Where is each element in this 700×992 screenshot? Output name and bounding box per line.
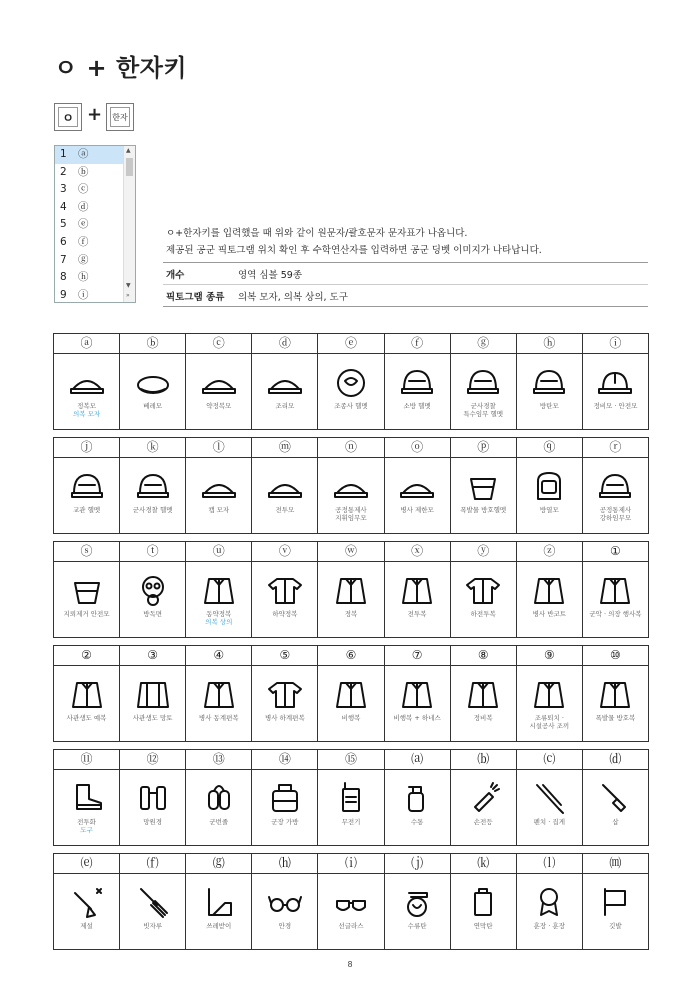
cap-icon	[397, 467, 437, 503]
pictogram-caption: 무전기	[341, 818, 361, 826]
pictogram-caption: 병사 동계편복	[198, 714, 239, 722]
pictogram-key-cell: ⓖ	[450, 334, 516, 354]
shovel-icon	[595, 779, 635, 815]
info-table	[163, 262, 648, 307]
pictogram-caption: 훈장 · 훈장	[533, 922, 565, 930]
pictogram-cell	[252, 562, 318, 638]
pictogram-key-cell: ⒡	[120, 854, 186, 874]
pictogram-key-cell: ⓙ	[54, 438, 120, 458]
pictogram-cell	[516, 562, 582, 638]
pictogram-caption: 군사경찰 헬멧	[132, 506, 173, 514]
pictogram-caption: 사관생도 망토	[132, 714, 173, 722]
pictogram-key-cell: ⑩	[582, 646, 648, 666]
pictogram-key-cell: ⑥	[318, 646, 384, 666]
pictogram-key-cell: ⓤ	[186, 542, 252, 562]
jacket-icon	[463, 675, 503, 711]
pictogram-key-cell: ⒧	[516, 854, 582, 874]
pictogram-cell	[582, 458, 648, 534]
pictogram-cell	[54, 354, 120, 430]
helmet-icon	[529, 363, 569, 399]
pictogram-caption: 약정복모	[206, 402, 232, 410]
pictogram-caption: 병사 하계편복	[265, 714, 305, 722]
listbox-item-char: ⓖ	[78, 253, 89, 266]
pictogram-caption: 수류탄	[407, 922, 427, 930]
jacket-icon	[595, 675, 635, 711]
pictogram-cell	[120, 354, 186, 430]
jacket-icon	[397, 675, 437, 711]
scroll-up-icon[interactable]: ▲	[126, 147, 131, 154]
pictogram-key-cell: ⑬	[186, 750, 252, 770]
pictogram-key-cell: ⑪	[54, 750, 120, 770]
pictogram-cell	[54, 666, 120, 742]
pictogram-cell	[120, 874, 186, 950]
pictogram-caption: 베레모	[143, 402, 163, 410]
pictogram-key-cell: ⒤	[318, 854, 384, 874]
pictogram-cell	[186, 770, 252, 846]
helmet-icon	[463, 363, 503, 399]
listbox-item-char: ⓕ	[78, 235, 89, 248]
listbox-item[interactable]	[55, 199, 128, 217]
cap-icon	[331, 467, 371, 503]
listbox-item[interactable]	[55, 181, 128, 199]
pictogram-caption: 시설공사 조끼	[529, 722, 570, 730]
pictogram-caption: 방열모	[539, 506, 559, 514]
pictogram-cell	[318, 354, 384, 430]
pictogram-key-cell: ⑧	[450, 646, 516, 666]
pictogram-caption: 하전투복	[470, 610, 496, 618]
helmet-icon	[595, 467, 635, 503]
pictogram-caption: 펜치 · 집게	[533, 818, 565, 826]
pictogram-key-cell: ⓒ	[186, 334, 252, 354]
listbox-item-number: 4	[60, 200, 67, 213]
bucket-icon	[463, 467, 503, 503]
listbox-item[interactable]	[55, 234, 128, 252]
spray-icon	[397, 779, 437, 815]
pictogram-caption: 공정통제사	[599, 506, 632, 514]
pictogram-cell	[120, 562, 186, 638]
pliers-icon	[529, 779, 569, 815]
pictogram-key-cell: ⒝	[450, 750, 516, 770]
pictogram-table	[53, 853, 649, 950]
symbol-listbox[interactable]	[54, 145, 136, 303]
pictogram-caption: 캡 모자	[208, 506, 230, 514]
canteen-icon	[199, 779, 239, 815]
listbox-item-number: 1	[60, 148, 67, 160]
pictogram-cell	[516, 458, 582, 534]
pictogram-cell	[54, 562, 120, 638]
pictogram-cell	[252, 666, 318, 742]
pictogram-cell	[186, 458, 252, 534]
page-title: ㅇ + 한자키	[54, 54, 188, 82]
listbox-item-char: ⓒ	[78, 183, 89, 196]
pictogram-caption: 폭발물 방호헬멧	[460, 506, 507, 514]
pictogram-caption: 안경	[278, 922, 292, 930]
pictogram-key-cell: ⓠ	[516, 438, 582, 458]
pictogram-key-cell: ②	[54, 646, 120, 666]
scrollbar[interactable]	[123, 146, 135, 302]
pictogram-caption: 비행복	[341, 714, 361, 722]
pictogram-caption: 강하임무모	[599, 514, 632, 522]
pictogram-caption: 빗자루	[143, 922, 163, 930]
pictogram-key-cell: ⓢ	[54, 542, 120, 562]
pictogram-cell	[384, 874, 450, 950]
pictogram-cell	[582, 666, 648, 742]
pictogram-caption: 특수임무 헬멧	[463, 410, 504, 418]
page-number: 8	[347, 960, 353, 969]
pictogram-cell	[318, 770, 384, 846]
pictogram-caption: 전투모	[275, 506, 295, 514]
pictogram-caption: 병사 반코트	[532, 610, 567, 618]
pictogram-caption: 하약정복	[272, 610, 298, 618]
pictogram-key-cell: ⒟	[582, 750, 648, 770]
pictogram-caption: 수통	[410, 818, 424, 826]
pictogram-cell	[582, 770, 648, 846]
pictogram-cell	[252, 874, 318, 950]
pictogram-key-cell: ⒠	[54, 854, 120, 874]
pictogram-key-cell: ①	[582, 542, 648, 562]
jacket-icon	[529, 675, 569, 711]
pictogram-table	[53, 749, 649, 846]
listbox-item-char: ⓓ	[78, 200, 89, 213]
pictogram-key-cell: ⒥	[384, 854, 450, 874]
pictogram-cell	[120, 666, 186, 742]
backpack-icon	[265, 779, 305, 815]
pictogram-caption: 동약정복	[206, 610, 232, 618]
more-icon[interactable]: »	[126, 292, 130, 299]
key-cap-hanja	[106, 103, 134, 131]
bucket-icon	[67, 571, 107, 607]
category-label: 의복 상의	[205, 618, 233, 626]
info-label: 개수	[166, 269, 185, 281]
pictogram-key-cell: ⒦	[450, 854, 516, 874]
pictogram-key-cell: ⓧ	[384, 542, 450, 562]
pictogram-key-cell: ⑮	[318, 750, 384, 770]
jacket-icon	[199, 675, 239, 711]
pictogram-cell	[252, 354, 318, 430]
pictogram-caption: 군사경찰	[470, 402, 496, 410]
listbox-item[interactable]	[55, 269, 128, 287]
cap-icon	[67, 363, 107, 399]
pictogram-caption: 전투화	[77, 818, 96, 826]
pictogram-cell	[252, 770, 318, 846]
glasses-icon	[265, 883, 305, 919]
pictogram-key-cell: ③	[120, 646, 186, 666]
pictogram-caption: 병사 제한모	[400, 506, 434, 514]
key-cap-label: ㅇ	[58, 107, 78, 127]
cap-icon	[199, 467, 239, 503]
pictogram-key-cell: ⓗ	[516, 334, 582, 354]
pictogram-cell	[582, 354, 648, 430]
listbox-item-char: ⓑ	[78, 165, 89, 178]
listbox-item[interactable]	[55, 287, 128, 303]
mask-icon	[331, 363, 371, 399]
medal-icon	[529, 883, 569, 919]
boot-icon	[67, 779, 107, 815]
pictogram-key-cell: ⓦ	[318, 542, 384, 562]
pictogram-key-cell: ⓣ	[120, 542, 186, 562]
pictogram-caption: 지휘임무모	[335, 514, 367, 522]
info-row	[163, 262, 648, 285]
pictogram-cell	[516, 770, 582, 846]
jacket-icon	[331, 571, 371, 607]
pictogram-key-cell: ⓕ	[384, 334, 450, 354]
pictogram-caption: 소방 헬멧	[403, 402, 431, 410]
gasmask-icon	[133, 571, 173, 607]
listbox-item[interactable]	[55, 164, 128, 182]
listbox-item-number: 9	[60, 288, 67, 301]
scroll-down-icon[interactable]: ▼	[126, 282, 131, 289]
jacket-icon	[397, 571, 437, 607]
pictogram-key-cell: ⑤	[252, 646, 318, 666]
scroll-thumb[interactable]	[126, 158, 133, 176]
pictogram-cell	[54, 770, 120, 846]
pictogram-caption: 손전등	[473, 818, 493, 826]
description-line: 제공된 공군 픽토그램 위치 확인 후 수학연산자를 입력하면 공군 딩벳 이미지가 나타납니다.	[166, 245, 542, 256]
can-icon	[463, 883, 503, 919]
pictogram-caption: 쓰레받이	[206, 922, 232, 930]
pictogram-caption: 방독면	[143, 610, 163, 618]
pictogram-cell	[516, 354, 582, 430]
pictogram-key-cell: ⓓ	[252, 334, 318, 354]
listbox-item-char: ⓔ	[78, 218, 89, 231]
pictogram-caption: 지뢰제거 안전모	[63, 610, 110, 618]
pictogram-caption: 방탄모	[539, 402, 559, 410]
jacket-icon	[331, 675, 371, 711]
snowshovel-icon	[67, 883, 107, 919]
pictogram-cell	[384, 354, 450, 430]
pictogram-cell	[384, 458, 450, 534]
cap-icon	[199, 363, 239, 399]
listbox-item[interactable]	[55, 252, 128, 270]
pictogram-key-cell: ⑫	[120, 750, 186, 770]
pictogram-key-cell: ⒨	[582, 854, 648, 874]
pictogram-cell	[516, 666, 582, 742]
pictogram-caption: 삽	[612, 818, 619, 826]
pictogram-caption: 폭발물 방호복	[595, 714, 636, 722]
pictogram-caption: 제설	[80, 922, 93, 930]
pictogram-caption: 선글라스	[338, 922, 364, 930]
tank-icon	[397, 883, 437, 919]
pictogram-caption: 정비모 · 안전모	[593, 402, 638, 410]
pictogram-cell	[252, 458, 318, 534]
pictogram-cell	[516, 874, 582, 950]
pictogram-cell	[54, 874, 120, 950]
plus-sign: +	[87, 104, 103, 125]
pictogram-key-cell: ⓑ	[120, 334, 186, 354]
pictogram-key-cell: ⒢	[186, 854, 252, 874]
pictogram-cell	[186, 354, 252, 430]
helmet-icon	[133, 467, 173, 503]
pictogram-caption: 비행복 + 하네스	[393, 714, 441, 722]
pictogram-key-cell: ⓛ	[186, 438, 252, 458]
rake-icon	[133, 883, 173, 919]
pictogram-caption: 공정통제사	[335, 506, 367, 514]
pictogram-caption: 사관생도 예복	[66, 714, 107, 722]
pictogram-key-cell: ⓜ	[252, 438, 318, 458]
jacket-icon	[199, 571, 239, 607]
pictogram-key-cell: ④	[186, 646, 252, 666]
info-row	[163, 285, 648, 307]
pictogram-key-cell: ⓞ	[384, 438, 450, 458]
pictogram-cell	[120, 770, 186, 846]
description-line: ㅇ+한자키를 입력했을 때 위와 같이 원문자/괄호문자 문자표가 나옵니다.	[166, 228, 468, 239]
pictogram-cell	[450, 666, 516, 742]
shirt-icon	[265, 571, 305, 607]
pictogram-table	[53, 437, 649, 534]
pictogram-key-cell: ⒞	[516, 750, 582, 770]
pictogram-key-cell: ⓥ	[252, 542, 318, 562]
pictogram-caption: 조류퇴치 ·	[534, 714, 564, 722]
key-cap-ieung	[54, 103, 82, 131]
listbox-item-char: ⓘ	[78, 288, 89, 301]
pictogram-caption: 군악 · 의장 행사복	[589, 610, 642, 618]
pictogram-table	[53, 541, 649, 638]
pictogram-cell	[318, 874, 384, 950]
pictogram-caption: 정복모	[77, 402, 96, 410]
beret-icon	[133, 363, 173, 399]
category-label: 도구	[80, 826, 93, 834]
pictogram-cell	[450, 354, 516, 430]
hardhat-icon	[595, 363, 635, 399]
pictogram-caption: 전투복	[407, 610, 427, 618]
shirt-icon	[463, 571, 503, 607]
pictogram-key-cell: ⓘ	[582, 334, 648, 354]
pictogram-cell	[54, 458, 120, 534]
pictogram-key-cell: ⓟ	[450, 438, 516, 458]
pictogram-key-cell: ⓡ	[582, 438, 648, 458]
pictogram-key-cell: ⓝ	[318, 438, 384, 458]
pictogram-cell	[384, 770, 450, 846]
pictogram-caption: 군번줄	[209, 818, 229, 826]
pictogram-key-cell: ⑦	[384, 646, 450, 666]
pictogram-cell	[120, 458, 186, 534]
pictogram-caption: 조리모	[275, 402, 295, 410]
pictogram-table	[53, 645, 649, 742]
helmet-icon	[397, 363, 437, 399]
flag-icon	[595, 883, 635, 919]
pictogram-key-cell: ⓔ	[318, 334, 384, 354]
pictogram-caption: 정복	[344, 610, 358, 618]
pictogram-cell	[384, 666, 450, 742]
info-value: 영역 심볼 59종	[238, 269, 303, 281]
info-value: 의복 모자, 의복 상의, 도구	[238, 291, 348, 303]
jacket-icon	[595, 571, 635, 607]
pictogram-cell	[318, 562, 384, 638]
pictogram-key-cell: ⒣	[252, 854, 318, 874]
radio-icon	[331, 779, 371, 815]
listbox-item-char: ⓗ	[78, 271, 89, 284]
listbox-item-number: 3	[60, 183, 67, 196]
listbox-item-number: 2	[60, 165, 67, 178]
pictogram-cell	[450, 770, 516, 846]
listbox-item-number: 8	[60, 271, 67, 284]
pictogram-caption: 교관 헬멧	[72, 506, 101, 514]
cap-icon	[265, 467, 305, 503]
listbox-item[interactable]	[55, 146, 128, 164]
pictogram-cell	[186, 562, 252, 638]
pictogram-table	[53, 333, 649, 430]
listbox-item[interactable]	[55, 216, 128, 234]
pictogram-caption: 조종사 헬멧	[334, 402, 368, 410]
pictogram-key-cell: ⓚ	[120, 438, 186, 458]
category-label: 의복 모자	[72, 410, 101, 418]
info-label: 픽토그램 종류	[166, 291, 225, 303]
pictogram-caption: 연막탄	[473, 922, 493, 930]
helmet-icon	[67, 467, 107, 503]
pictogram-cell	[318, 666, 384, 742]
jacket-icon	[67, 675, 107, 711]
pictogram-key-cell: ⑭	[252, 750, 318, 770]
coat-icon	[133, 675, 173, 711]
listbox-item-number: 6	[60, 235, 67, 248]
pictogram-cell	[450, 458, 516, 534]
pictogram-key-cell: ⑨	[516, 646, 582, 666]
pictogram-cell	[384, 562, 450, 638]
pictogram-key-cell: ⓐ	[54, 334, 120, 354]
jacket-icon	[529, 571, 569, 607]
dustpan-icon	[199, 883, 239, 919]
pictogram-cell	[318, 458, 384, 534]
listbox-item-char: ⓐ	[78, 148, 89, 160]
pictogram-cell	[186, 874, 252, 950]
flashlight-icon	[463, 779, 503, 815]
listbox-item-number: 5	[60, 218, 67, 231]
pictogram-caption: 망원경	[143, 818, 163, 826]
pictogram-key-cell: ⓩ	[516, 542, 582, 562]
pictogram-caption: 군장 가방	[271, 818, 299, 826]
pictogram-cell	[450, 874, 516, 950]
pictogram-cell	[450, 562, 516, 638]
listbox-item-number: 7	[60, 253, 67, 266]
binoculars-icon	[133, 779, 173, 815]
pictogram-cell	[582, 562, 648, 638]
key-cap-label: 한자	[110, 107, 130, 127]
sunglasses-icon	[331, 883, 371, 919]
shirt-icon	[265, 675, 305, 711]
pictogram-cell	[582, 874, 648, 950]
pictogram-key-cell: ⓨ	[450, 542, 516, 562]
pictogram-cell	[186, 666, 252, 742]
pictogram-caption: 깃발	[609, 922, 622, 930]
hood-icon	[529, 467, 569, 503]
cap-icon	[265, 363, 305, 399]
pictogram-caption: 정비복	[473, 714, 493, 722]
pictogram-key-cell: ⒜	[384, 750, 450, 770]
